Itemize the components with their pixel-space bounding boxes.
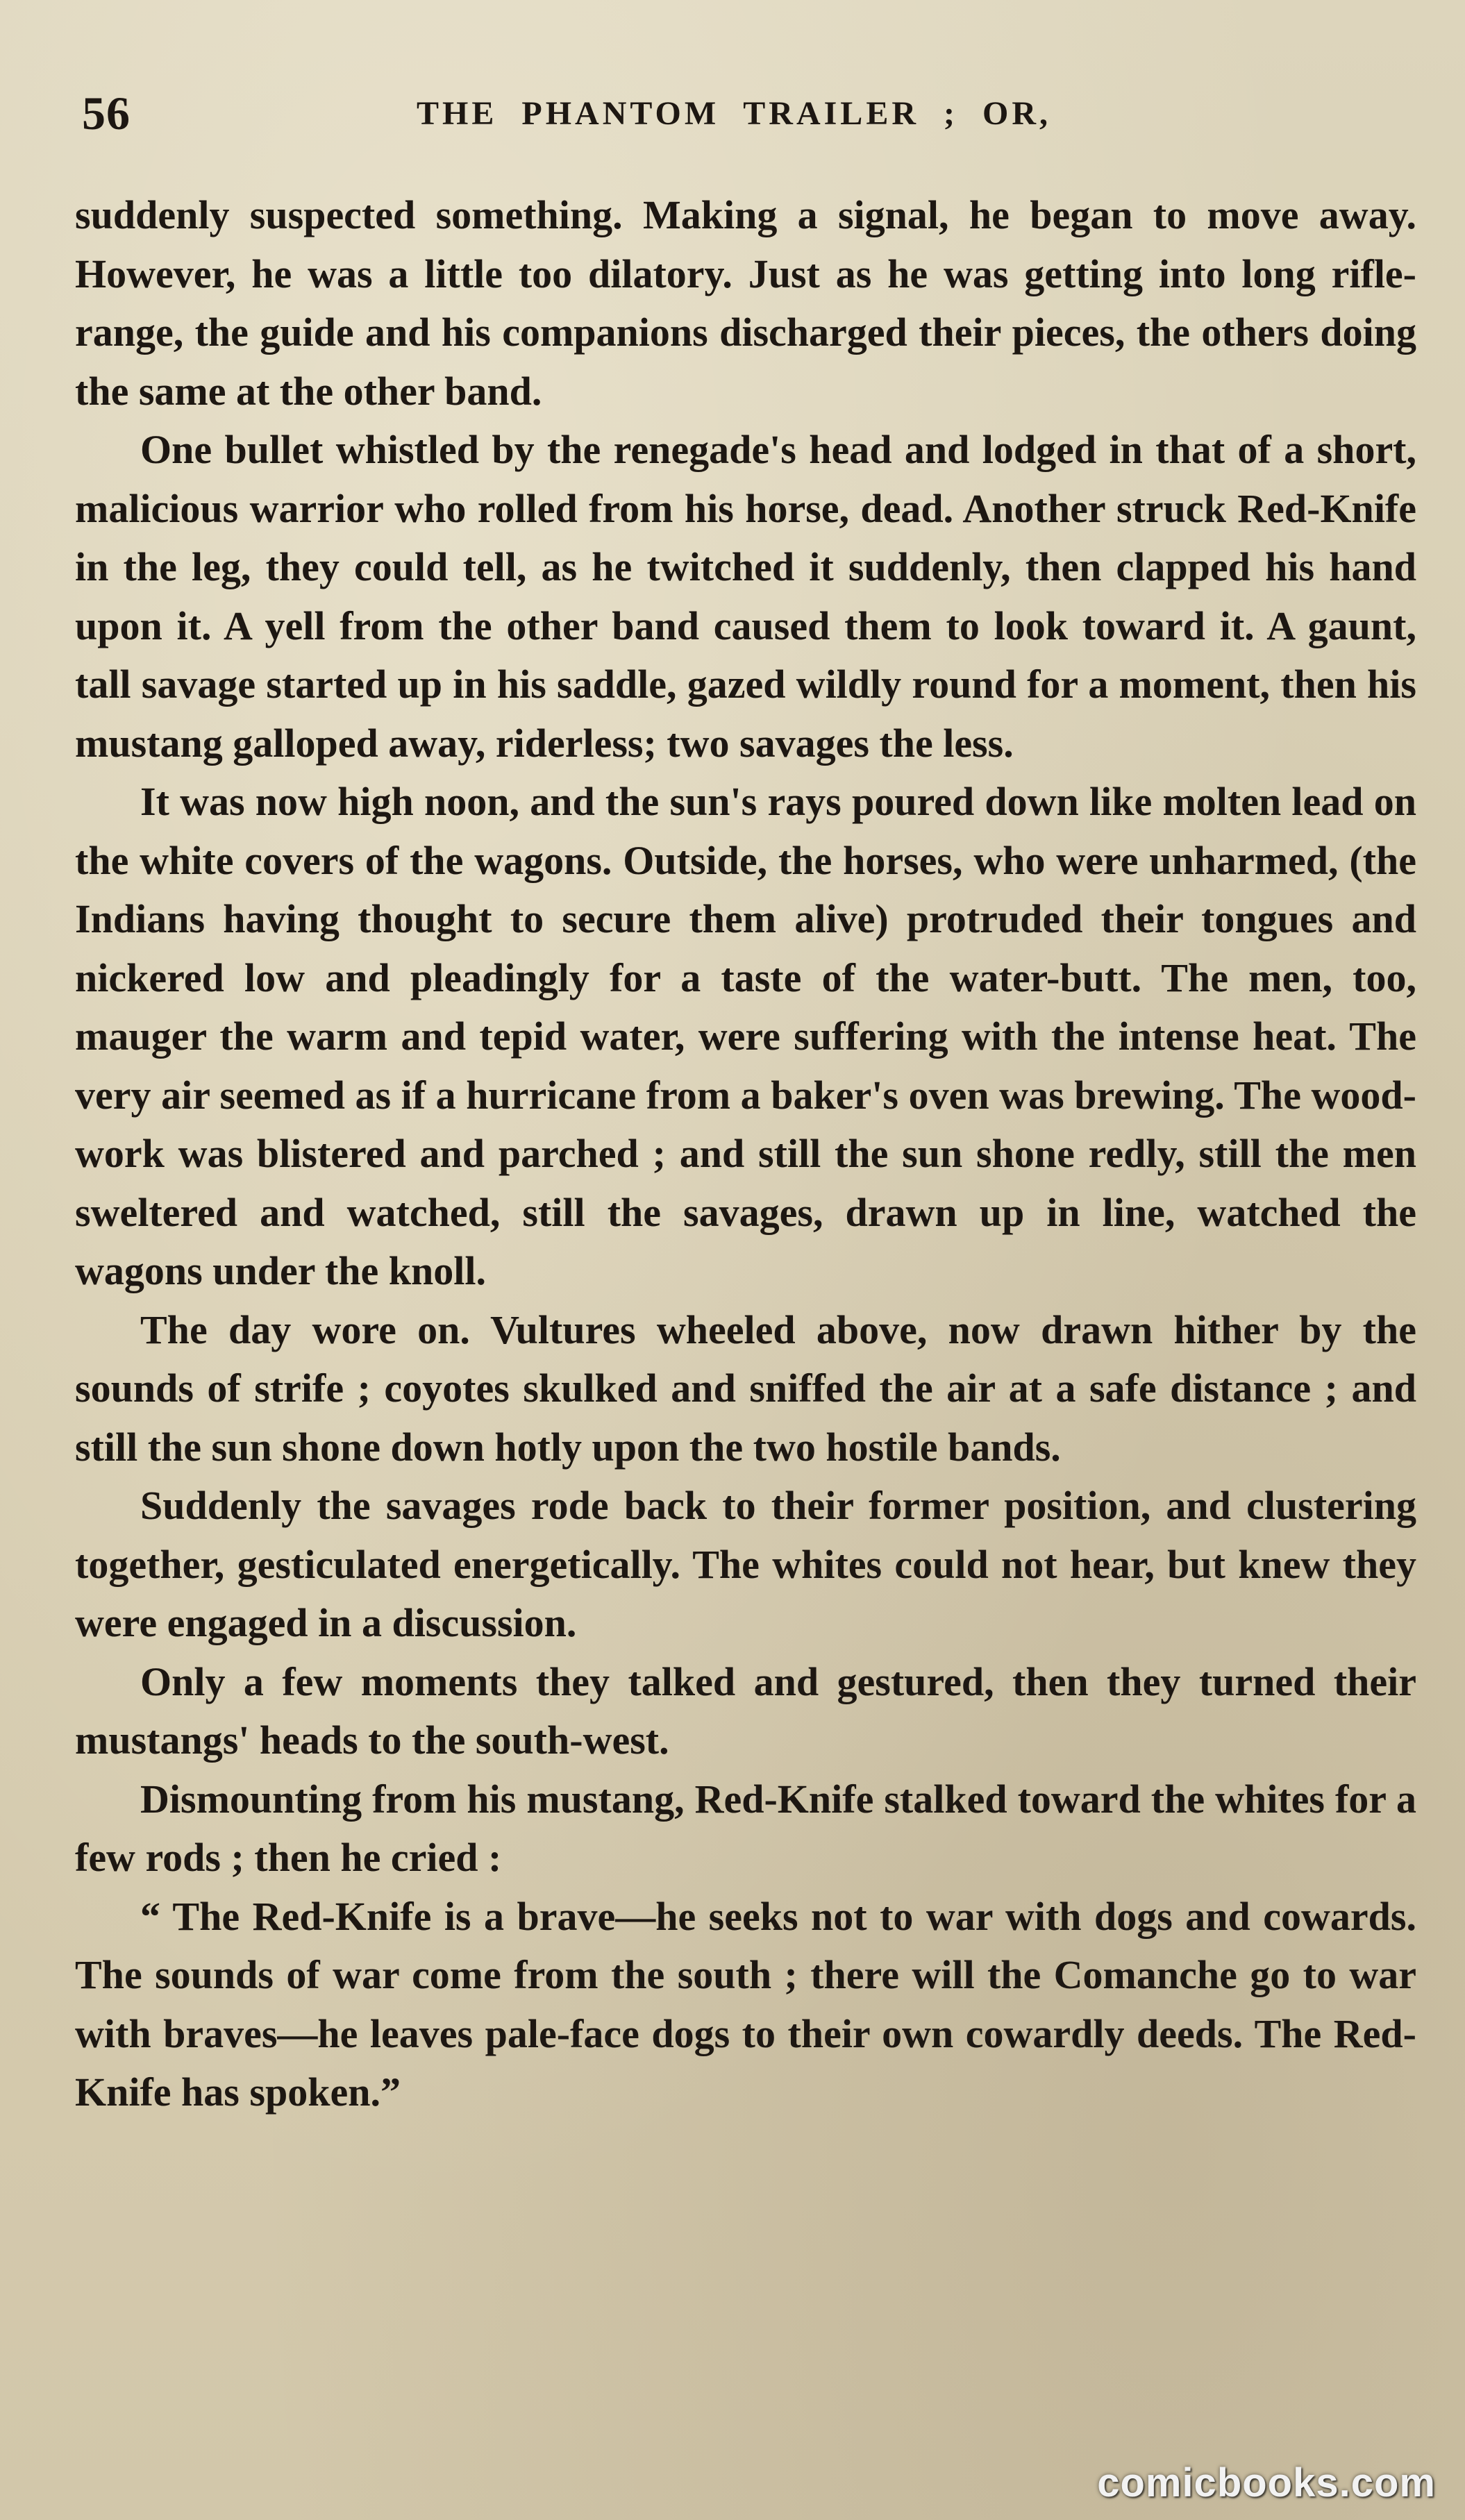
running-title: THE PHANTOM TRAILER ; OR, bbox=[417, 94, 1051, 132]
paragraph-8: “ The Red-Knife is a brave—he seeks not to war with dogs and cowards. The sounds of war come from the south ; there will the Comanche go to war with braves—he leaves pale-face dogs to their own cowardly deeds. The Red-Knife has spoken.” bbox=[75, 1893, 1416, 2115]
paragraph-7: Dismounting from his mustang, Red-Knife stalked toward the whites for a few rods ; then he cried : bbox=[75, 1776, 1416, 1880]
page-number: 56 bbox=[82, 86, 131, 140]
paragraph-3: It was now high noon, and the sun's rays poured down like molten lead on the white covers of the wagons. Outside, the horses, who were unharmed, (the Indians having thought to secure them alive) protruded their tongues and nickered low and pleadingly for a taste of the water-butt. The men, too, mauger the warm and tepid water, were suffering with the intense heat. The very air seemed as if a hurricane from a baker's oven was brewing. The wood-work was blistered and parched ; and still the sun shone redly, still the men sweltered and watched, still the savages, drawn up in line, watched the wagons under the knoll. bbox=[75, 779, 1416, 1293]
paragraph-4: The day wore on. Vultures wheeled above, now drawn hither by the sounds of strife ; coyotes skulked and sniffed the air at a safe distance ; and still the sun shone down hotly upon the two hostile bands. bbox=[75, 1307, 1416, 1470]
body-text bbox=[75, 186, 1416, 2122]
paragraph-2: One bullet whistled by the renegade's head and lodged in that of a short, malicious warrior who rolled from his horse, dead. Another struck Red-Knife in the leg, they could tell, as he twitched it suddenly, then clapped his hand upon it. A yell from the other band caused them to look toward it. A gaunt, tall savage started up in his saddle, gazed wildly round for a moment, then his mustang galloped away, riderless; two savages the less. bbox=[75, 427, 1416, 766]
source-watermark: comicbooks.com bbox=[1097, 2460, 1436, 2505]
paragraph-5: Suddenly the savages rode back to their former position, and clustering together, gesticulated energetically. The whites could not hear, but knew they were engaged in a discussion. bbox=[75, 1483, 1416, 1645]
paragraph-6: Only a few moments they talked and gestured, then they turned their mustangs' heads to the south-west. bbox=[75, 1658, 1416, 1763]
paragraph-1: suddenly suspected something. Making a signal, he began to move away. However, he was a little too dilatory. Just as he was getting into long rifle-range, the guide and his companions discharged their pieces, the others doing the same at the other band. bbox=[75, 192, 1416, 414]
page-header bbox=[82, 82, 1405, 144]
